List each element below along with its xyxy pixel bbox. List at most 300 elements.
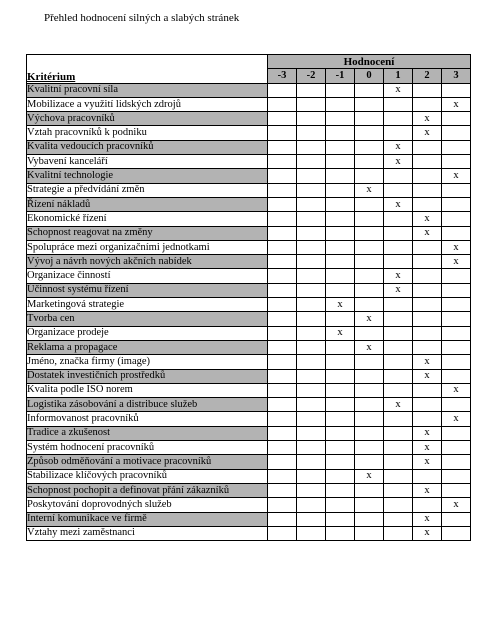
rating-cell	[297, 226, 326, 240]
rating-cell	[268, 240, 297, 254]
table-row	[27, 169, 471, 183]
rating-cell	[413, 255, 442, 269]
rating-cell	[384, 498, 413, 512]
rating-cell	[384, 255, 413, 269]
rating-cell	[384, 426, 413, 440]
rating-cell	[268, 183, 297, 197]
rating-mark: x	[442, 240, 471, 254]
rating-cell	[413, 269, 442, 283]
rating-cell	[268, 298, 297, 312]
table-row	[27, 340, 471, 354]
rating-mark: x	[413, 441, 442, 455]
scale-header-cell: -3	[268, 69, 297, 83]
table-row	[27, 126, 471, 140]
rating-cell	[442, 483, 471, 497]
rating-mark: x	[442, 169, 471, 183]
rating-cell	[268, 455, 297, 469]
rating-cell	[326, 455, 355, 469]
rating-cell	[413, 197, 442, 211]
rating-cell	[413, 498, 442, 512]
table-row	[27, 83, 471, 97]
rating-cell	[326, 398, 355, 412]
rating-cell	[355, 398, 384, 412]
rating-cell	[384, 340, 413, 354]
rating-cell	[297, 355, 326, 369]
rating-cell	[384, 183, 413, 197]
rating-cell	[442, 212, 471, 226]
rating-cell	[355, 326, 384, 340]
table-row	[27, 112, 471, 126]
rating-cell	[297, 512, 326, 526]
rating-cell	[384, 112, 413, 126]
scale-header-cell: 0	[355, 69, 384, 83]
rating-cell	[268, 441, 297, 455]
rating-cell	[326, 140, 355, 154]
rating-cell	[326, 412, 355, 426]
rating-cell	[355, 526, 384, 540]
rating-cell	[326, 483, 355, 497]
criterion-cell: Kvalita podle ISO norem	[27, 383, 268, 397]
rating-mark: x	[413, 369, 442, 383]
rating-cell	[384, 469, 413, 483]
rating-cell	[442, 226, 471, 240]
rating-mark: x	[384, 140, 413, 154]
rating-mark: x	[384, 398, 413, 412]
rating-cell	[326, 169, 355, 183]
rating-mark: x	[442, 383, 471, 397]
rating-cell	[355, 441, 384, 455]
rating-cell	[326, 226, 355, 240]
rating-cell	[413, 283, 442, 297]
rating-cell	[297, 526, 326, 540]
table-row	[27, 283, 471, 297]
rating-mark: x	[384, 83, 413, 97]
rating-cell	[268, 312, 297, 326]
rating-cell	[384, 512, 413, 526]
rating-cell	[442, 340, 471, 354]
rating-cell	[384, 97, 413, 111]
criterion-cell: Tvorba cen	[27, 312, 268, 326]
rating-cell	[268, 212, 297, 226]
rating-cell	[297, 340, 326, 354]
criterion-cell: Organizace prodeje	[27, 326, 268, 340]
rating-cell	[442, 298, 471, 312]
rating-mark: x	[384, 269, 413, 283]
table-row	[27, 269, 471, 283]
rating-cell	[326, 269, 355, 283]
rating-cell	[326, 83, 355, 97]
criterion-cell: Reklama a propagace	[27, 340, 268, 354]
rating-cell	[384, 212, 413, 226]
rating-cell	[268, 469, 297, 483]
rating-cell	[268, 140, 297, 154]
rating-mark: x	[413, 426, 442, 440]
rating-cell	[355, 355, 384, 369]
rating-cell	[326, 312, 355, 326]
rating-cell	[297, 212, 326, 226]
table-row	[27, 398, 471, 412]
rating-cell	[442, 197, 471, 211]
criterion-cell: Poskytování doprovodných služeb	[27, 498, 268, 512]
rating-cell	[268, 498, 297, 512]
rating-cell	[268, 426, 297, 440]
rating-cell	[297, 255, 326, 269]
rating-cell	[326, 469, 355, 483]
rating-cell	[384, 369, 413, 383]
rating-cell	[413, 469, 442, 483]
rating-mark: x	[413, 455, 442, 469]
rating-cell	[268, 483, 297, 497]
rating-cell	[355, 155, 384, 169]
rating-cell	[297, 369, 326, 383]
rating-mark: x	[442, 412, 471, 426]
table-row	[27, 298, 471, 312]
rating-cell	[326, 355, 355, 369]
rating-cell	[297, 469, 326, 483]
rating-cell	[297, 498, 326, 512]
rating-cell	[413, 97, 442, 111]
rating-cell	[268, 412, 297, 426]
rating-cell	[297, 269, 326, 283]
rating-cell	[442, 126, 471, 140]
rating-cell	[268, 269, 297, 283]
rating-cell	[442, 112, 471, 126]
page-title: Přehled hodnocení silných a slabých stránek	[44, 12, 240, 24]
table-header	[27, 55, 471, 84]
rating-cell	[384, 526, 413, 540]
rating-cell	[297, 97, 326, 111]
rating-cell	[384, 240, 413, 254]
rating-cell	[413, 298, 442, 312]
rating-cell	[442, 455, 471, 469]
rating-cell	[297, 412, 326, 426]
criterion-cell: Marketingová strategie	[27, 298, 268, 312]
rating-cell	[297, 283, 326, 297]
table-row	[27, 412, 471, 426]
rating-cell	[413, 326, 442, 340]
rating-cell	[442, 469, 471, 483]
rating-mark: x	[442, 255, 471, 269]
rating-mark: x	[355, 312, 384, 326]
rating-cell	[355, 197, 384, 211]
rating-cell	[413, 412, 442, 426]
rating-cell	[268, 226, 297, 240]
table-row	[27, 469, 471, 483]
rating-cell	[384, 355, 413, 369]
criterion-cell: Stabilizace klíčových pracovníků	[27, 469, 268, 483]
table-row	[27, 97, 471, 111]
rating-cell	[355, 255, 384, 269]
criterion-cell: Způsob odměňování a motivace pracovníků	[27, 455, 268, 469]
rating-mark: x	[413, 226, 442, 240]
rating-cell	[297, 140, 326, 154]
rating-cell	[268, 326, 297, 340]
table-row	[27, 512, 471, 526]
criterion-column-header: Kritérium	[27, 55, 268, 84]
rating-mark: x	[413, 126, 442, 140]
rating-cell	[355, 455, 384, 469]
rating-cell	[297, 426, 326, 440]
table-row	[27, 526, 471, 540]
scale-header-cell: 3	[442, 69, 471, 83]
criterion-cell: Informovanost pracovníků	[27, 412, 268, 426]
criterion-cell: Vztahy mezi zaměstnanci	[27, 526, 268, 540]
rating-cell	[355, 512, 384, 526]
rating-cell	[326, 383, 355, 397]
rating-cell	[355, 369, 384, 383]
rating-cell	[355, 383, 384, 397]
rating-cell	[355, 126, 384, 140]
criterion-cell: Dostatek investičních prostředků	[27, 369, 268, 383]
rating-cell	[268, 383, 297, 397]
rating-cell	[297, 298, 326, 312]
table-header-row	[27, 55, 471, 69]
rating-cell	[384, 312, 413, 326]
scale-header-cell: 1	[384, 69, 413, 83]
rating-cell	[297, 183, 326, 197]
rating-cell	[413, 312, 442, 326]
table-row	[27, 355, 471, 369]
rating-mark: x	[413, 526, 442, 540]
rating-cell	[384, 441, 413, 455]
rating-cell	[384, 412, 413, 426]
rating-cell	[268, 369, 297, 383]
rating-cell	[355, 226, 384, 240]
rating-mark: x	[355, 469, 384, 483]
rating-cell	[326, 183, 355, 197]
rating-cell	[413, 183, 442, 197]
rating-cell	[297, 441, 326, 455]
criterion-cell: Vývoj a návrh nových akčních nabídek	[27, 255, 268, 269]
table-row	[27, 383, 471, 397]
table-row	[27, 212, 471, 226]
rating-mark: x	[413, 112, 442, 126]
rating-cell	[268, 283, 297, 297]
rating-cell	[268, 169, 297, 183]
rating-cell	[355, 240, 384, 254]
table-row	[27, 197, 471, 211]
rating-cell	[355, 169, 384, 183]
rating-cell	[297, 326, 326, 340]
rating-cell	[384, 298, 413, 312]
criterion-cell: Jméno, značka firmy (image)	[27, 355, 268, 369]
rating-cell	[268, 526, 297, 540]
criterion-cell: Ekonomické řízení	[27, 212, 268, 226]
rating-cell	[268, 340, 297, 354]
rating-cell	[326, 97, 355, 111]
rating-cell	[384, 326, 413, 340]
rating-cell	[326, 426, 355, 440]
rating-cell	[268, 155, 297, 169]
rating-cell	[442, 269, 471, 283]
criterion-cell: Systém hodnocení pracovníků	[27, 441, 268, 455]
rating-cell	[442, 140, 471, 154]
rating-cell	[413, 398, 442, 412]
rating-cell	[442, 526, 471, 540]
table-row	[27, 240, 471, 254]
rating-cell	[297, 169, 326, 183]
rating-cell	[413, 340, 442, 354]
rating-cell	[442, 312, 471, 326]
table-row	[27, 226, 471, 240]
rating-cell	[384, 455, 413, 469]
rating-cell	[384, 169, 413, 183]
table-row	[27, 312, 471, 326]
rating-cell	[326, 340, 355, 354]
rating-cell	[297, 155, 326, 169]
criterion-cell: Vybavení kanceláří	[27, 155, 268, 169]
criterion-cell: Výchova pracovníků	[27, 112, 268, 126]
rating-cell	[326, 369, 355, 383]
table-body	[27, 83, 471, 541]
scale-header-cell: 2	[413, 69, 442, 83]
rating-cell	[268, 112, 297, 126]
rating-cell	[355, 83, 384, 97]
rating-cell	[442, 355, 471, 369]
rating-cell	[326, 197, 355, 211]
rating-cell	[268, 512, 297, 526]
rating-table	[26, 54, 471, 541]
rating-cell	[442, 398, 471, 412]
rating-column-header: Hodnocení	[268, 55, 471, 69]
rating-cell	[413, 383, 442, 397]
rating-cell	[413, 155, 442, 169]
rating-cell	[297, 126, 326, 140]
rating-cell	[384, 226, 413, 240]
rating-cell	[413, 140, 442, 154]
rating-cell	[268, 398, 297, 412]
rating-mark: x	[413, 212, 442, 226]
rating-cell	[326, 255, 355, 269]
criterion-cell: Kvalitní pracovní síla	[27, 83, 268, 97]
rating-mark: x	[355, 340, 384, 354]
criterion-cell: Tradice a zkušenost	[27, 426, 268, 440]
rating-cell	[297, 197, 326, 211]
rating-cell	[355, 97, 384, 111]
rating-cell	[413, 240, 442, 254]
rating-cell	[326, 512, 355, 526]
rating-cell	[297, 112, 326, 126]
rating-mark: x	[384, 197, 413, 211]
table-row	[27, 498, 471, 512]
rating-cell	[355, 112, 384, 126]
rating-mark: x	[413, 355, 442, 369]
rating-cell	[442, 155, 471, 169]
rating-cell	[268, 197, 297, 211]
rating-cell	[268, 126, 297, 140]
rating-cell	[297, 312, 326, 326]
rating-cell	[326, 441, 355, 455]
rating-cell	[355, 412, 384, 426]
table-row	[27, 369, 471, 383]
rating-cell	[442, 283, 471, 297]
rating-cell	[442, 326, 471, 340]
rating-mark: x	[384, 283, 413, 297]
rating-cell	[384, 483, 413, 497]
rating-cell	[268, 255, 297, 269]
rating-cell	[297, 455, 326, 469]
criterion-cell: Organizace činností	[27, 269, 268, 283]
rating-cell	[384, 126, 413, 140]
rating-mark: x	[442, 97, 471, 111]
rating-cell	[326, 283, 355, 297]
rating-cell	[442, 83, 471, 97]
rating-cell	[268, 83, 297, 97]
rating-cell	[297, 240, 326, 254]
criterion-cell: Logistika zásobování a distribuce služeb	[27, 398, 268, 412]
rating-cell	[297, 83, 326, 97]
rating-cell	[297, 398, 326, 412]
criterion-cell: Interní komunikace ve firmě	[27, 512, 268, 526]
criterion-cell: Spolupráce mezi organizačními jednotkami	[27, 240, 268, 254]
rating-mark: x	[442, 498, 471, 512]
table-row	[27, 483, 471, 497]
rating-cell	[355, 498, 384, 512]
rating-cell	[326, 212, 355, 226]
rating-cell	[442, 426, 471, 440]
table-row	[27, 441, 471, 455]
rating-cell	[355, 269, 384, 283]
criterion-cell: Vztah pracovníků k podniku	[27, 126, 268, 140]
rating-cell	[384, 383, 413, 397]
rating-cell	[297, 483, 326, 497]
criterion-cell: Kvalitní technologie	[27, 169, 268, 183]
criterion-cell: Schopnost pochopit a definovat přání zákazníků	[27, 483, 268, 497]
rating-cell	[326, 112, 355, 126]
rating-cell	[326, 240, 355, 254]
table-row	[27, 183, 471, 197]
rating-cell	[297, 383, 326, 397]
criterion-cell: Řízení nákladů	[27, 197, 268, 211]
rating-cell	[326, 526, 355, 540]
criterion-cell: Mobilizace a využití lidských zdrojů	[27, 97, 268, 111]
table-row	[27, 140, 471, 154]
rating-mark: x	[384, 155, 413, 169]
rating-cell	[355, 426, 384, 440]
rating-cell	[268, 355, 297, 369]
rating-cell	[355, 483, 384, 497]
rating-cell	[413, 169, 442, 183]
rating-cell	[355, 283, 384, 297]
criterion-cell: Schopnost reagovat na změny	[27, 226, 268, 240]
rating-cell	[413, 83, 442, 97]
rating-mark: x	[326, 298, 355, 312]
criterion-cell: Strategie a předvídání změn	[27, 183, 268, 197]
rating-cell	[442, 441, 471, 455]
rating-cell	[268, 97, 297, 111]
table-row	[27, 326, 471, 340]
table-row	[27, 255, 471, 269]
scale-header-cell: -1	[326, 69, 355, 83]
rating-cell	[442, 512, 471, 526]
rating-mark: x	[355, 183, 384, 197]
rating-cell	[442, 183, 471, 197]
table-row	[27, 426, 471, 440]
criterion-cell: Účinnost systému řízení	[27, 283, 268, 297]
rating-cell	[326, 498, 355, 512]
rating-mark: x	[326, 326, 355, 340]
rating-mark: x	[413, 483, 442, 497]
rating-cell	[355, 298, 384, 312]
rating-cell	[442, 369, 471, 383]
rating-cell	[326, 155, 355, 169]
rating-cell	[355, 140, 384, 154]
table-row	[27, 155, 471, 169]
table-row	[27, 455, 471, 469]
scale-header-cell: -2	[297, 69, 326, 83]
rating-cell	[326, 126, 355, 140]
rating-mark: x	[413, 512, 442, 526]
